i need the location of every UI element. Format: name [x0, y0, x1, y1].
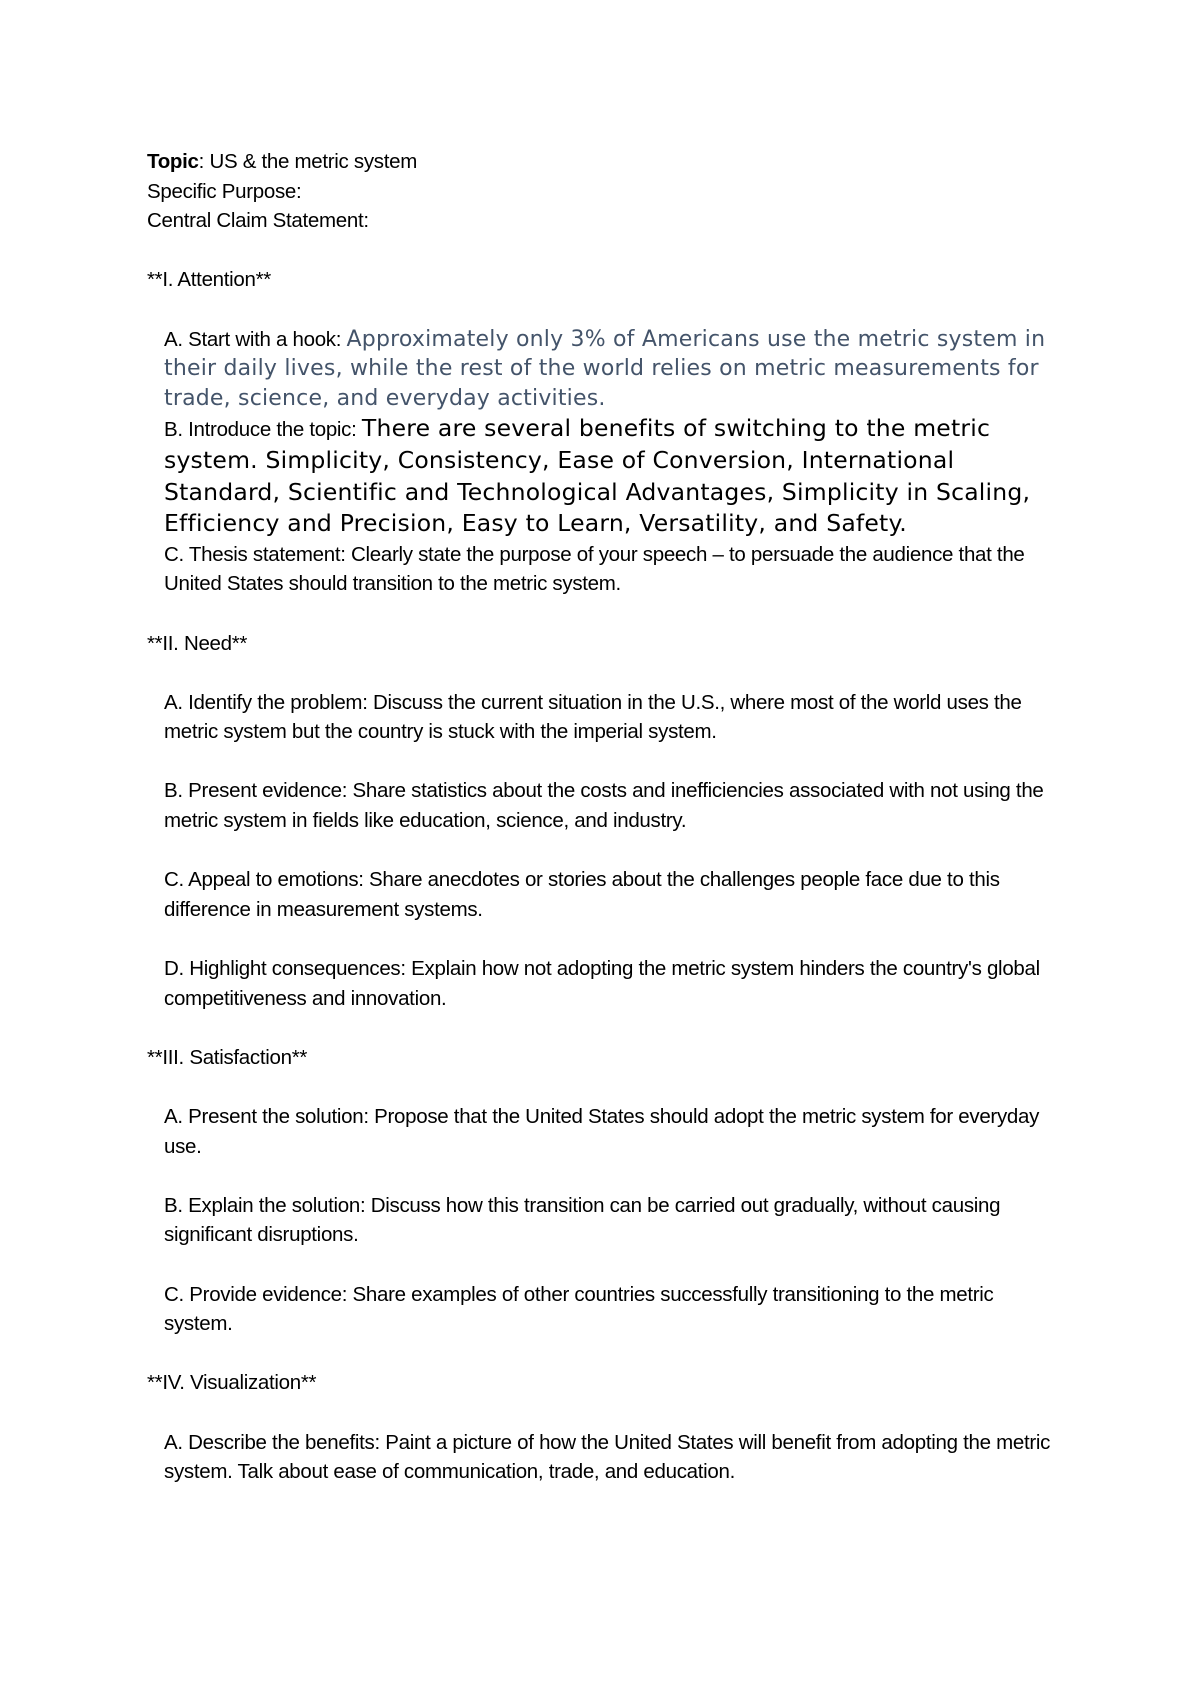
spacer [147, 1339, 1067, 1369]
satisfaction-item-a: A. Present the solution: Propose that the United States should adopt the metric system for everyday use. [164, 1105, 1040, 1158]
central-claim-line: Central Claim Statement: [147, 209, 369, 233]
spacer [147, 1398, 1067, 1428]
section-heading-need: **II. Need** [147, 631, 248, 655]
satisfaction-item-c: C. Provide evidence: Share examples of other countries successfully transitioning to the metric system. [164, 1282, 994, 1336]
specific-purpose-line: Specific Purpose: [147, 179, 302, 203]
hook-text: Approximately only 3% of Americans use the metric system in their daily lives, while the rest of the world relies on metric measurements for trade, science, and everyday activities. [164, 326, 1046, 411]
spacer [147, 295, 1067, 325]
need-item-d: D. Highlight consequences: Explain how not adopting the metric system hinders the country's global competitiveness and innovation. [164, 957, 1040, 1010]
spacer [147, 1250, 1067, 1280]
spacer [147, 599, 1067, 629]
need-item-a: A. Identify the problem: Discuss the current situation in the U.S., where most of the world uses the metric system but the country is stuck with the imperial system. [164, 690, 1022, 744]
spacer [147, 1072, 1067, 1102]
spacer [147, 836, 1067, 866]
spacer [147, 1013, 1067, 1043]
attention-item-a-label: A. Start with a hook: [164, 327, 347, 351]
attention-item-b [147, 413, 1067, 539]
topic-introduction-text: There are several benefits of switching to the metric system. Simplicity, Consistency, Ease of Conversion, International Standard, Scientific and Technological Advantages, Simplicity in Scaling, Efficiency and Precision, Easy to Learn, Versatility, and Safety. [164, 414, 1031, 538]
attention-item-c: C. Thesis statement: Clearly state the purpose of your speech – to persuade the audience that the United States should transition to the metric system. [164, 542, 1025, 596]
spacer [147, 1161, 1067, 1191]
attention-item-b-label: B. Introduce the topic: [164, 418, 362, 442]
section-heading-satisfaction: **III. Satisfaction** [147, 1045, 308, 1069]
satisfaction-item-b: B. Explain the solution: Discuss how this transition can be carried out gradually, without causing significant disruptions. [164, 1193, 1001, 1247]
section-heading-attention: **I. Attention** [147, 268, 271, 292]
spacer [147, 236, 1067, 266]
need-item-c: C. Appeal to emotions: Share anecdotes or stories about the challenges people face due to this difference in measurement systems. [164, 868, 1000, 921]
section-heading-visualization: **IV. Visualization** [147, 1371, 317, 1395]
document-page [147, 147, 1067, 1487]
topic-line [147, 147, 1067, 177]
spacer [147, 924, 1067, 954]
attention-item-a [147, 325, 1067, 414]
visualization-item-a: A. Describe the benefits: Paint a picture of how the United States will benefit from adopting the metric system. Talk about ease of communication, trade, and education. [164, 1430, 1051, 1484]
topic-value: : US & the metric system [198, 150, 418, 173]
topic-label: Topic [147, 150, 199, 173]
need-item-b: B. Present evidence: Share statistics about the costs and inefficiencies associated with not using the metric system in fields like education, science, and industry. [164, 779, 1044, 833]
spacer [147, 747, 1067, 777]
spacer [147, 658, 1067, 688]
